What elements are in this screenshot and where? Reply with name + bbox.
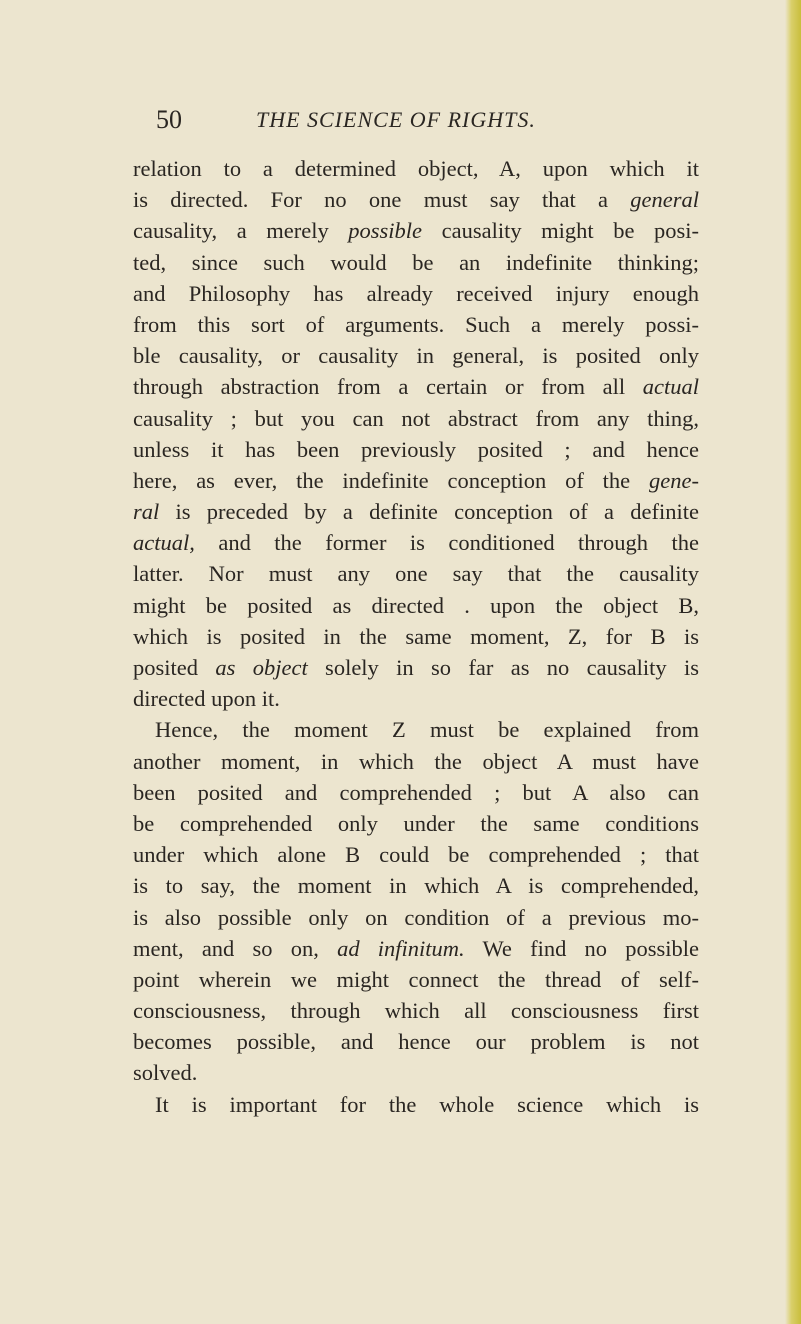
italic-run: actual, [133,530,195,556]
text-run: and Philosophy has already received injury enough [133,280,699,306]
text-line [133,777,699,808]
text-run: be comprehended only under the same conditions [133,810,699,836]
italic-run: possible [348,218,423,244]
italic-run: general [630,187,699,213]
text-run: another moment, in which the object A must have [133,748,699,774]
text-run: unless it has been previously posited ; and hence [133,436,699,462]
text-line [133,964,699,995]
text-line [133,403,699,434]
text-run: solely in so far as no causality is [307,655,699,680]
text-run: ble causality, or causality in general, is posited only [133,343,699,369]
body-text [133,153,699,1120]
text-line [133,247,699,278]
text-run: posited [133,655,216,680]
text-run: causality ; but you can not abstract from any thing, [133,405,699,431]
italic-run: ral [133,499,160,525]
page-edge [785,0,801,1324]
text-line [133,153,699,184]
text-line [133,1089,699,1120]
text-line [133,621,699,652]
text-line [133,714,699,745]
text-line [133,215,699,246]
text-run: becomes possible, and hence our problem is not [133,1029,699,1055]
text-run: which is posited in the same moment, Z, for B is [133,623,699,649]
text-run: from this sort of arguments. Such a merely possi- [133,311,699,337]
text-run: latter. Nor must any one say that the causality [133,561,699,587]
italic-run: as object [215,655,308,680]
italic-run: gene- [649,467,699,493]
text-run: under which alone B could be comprehended ; that [133,842,699,868]
text-line [133,434,699,465]
italic-run: ad infinitum. [337,935,465,961]
text-line [133,870,699,901]
text-run: We find no possible [464,935,699,961]
text-line [133,527,699,558]
text-run: is directed. For no one must say that a [133,187,631,213]
text-run: point wherein we might connect the thread of self- [133,966,699,992]
text-line [133,590,699,621]
text-run: consciousness, through which all consciousness first [133,998,699,1024]
text-line [133,933,699,964]
text-run: through abstraction from a certain or from all [133,374,643,400]
text-run: is to say, the moment in which A is comprehended, [133,873,699,899]
text-run: ment, and so on, [133,935,338,961]
text-line [133,340,699,371]
running-title: THE SCIENCE OF RIGHTS. [256,107,536,132]
text-line [133,683,699,714]
text-line [133,278,699,309]
text-run: causality might be posi- [422,218,699,244]
text-line [133,839,699,870]
text-line [133,184,699,215]
text-run: relation to a determined object, A, upon which it [133,156,699,181]
text-run: and the former is conditioned through the [194,530,699,556]
text-run: is also possible only on condition of a previous mo- [133,904,699,930]
text-line [133,496,699,527]
text-line [133,465,699,496]
text-run: It is important for the whole science which is [155,1091,699,1117]
text-line [133,1026,699,1057]
text-line [133,371,699,402]
text-line [133,902,699,933]
text-run: causality, a merely [133,218,349,244]
text-run: solved. [133,1060,198,1086]
text-line [133,1057,699,1088]
text-line [133,808,699,839]
text-run: Hence, the moment Z must be explained from [155,717,699,743]
text-run: here, as ever, the indefinite conception of the [133,467,650,493]
text-line [133,746,699,777]
text-line [133,558,699,589]
running-head [0,104,801,136]
text-line [133,309,699,340]
text-run: directed upon it. [133,686,280,712]
text-line [133,995,699,1026]
text-run: might be posited as directed . upon the object B, [133,592,699,618]
page-number: 50 [156,105,182,134]
text-run: ted, since such would be an indefinite thinking; [133,249,699,275]
text-line [133,652,699,683]
text-run: been posited and comprehended ; but A also can [133,779,699,805]
italic-run: actual [642,374,699,400]
text-run: is preceded by a definite conception of a definite [159,499,699,525]
